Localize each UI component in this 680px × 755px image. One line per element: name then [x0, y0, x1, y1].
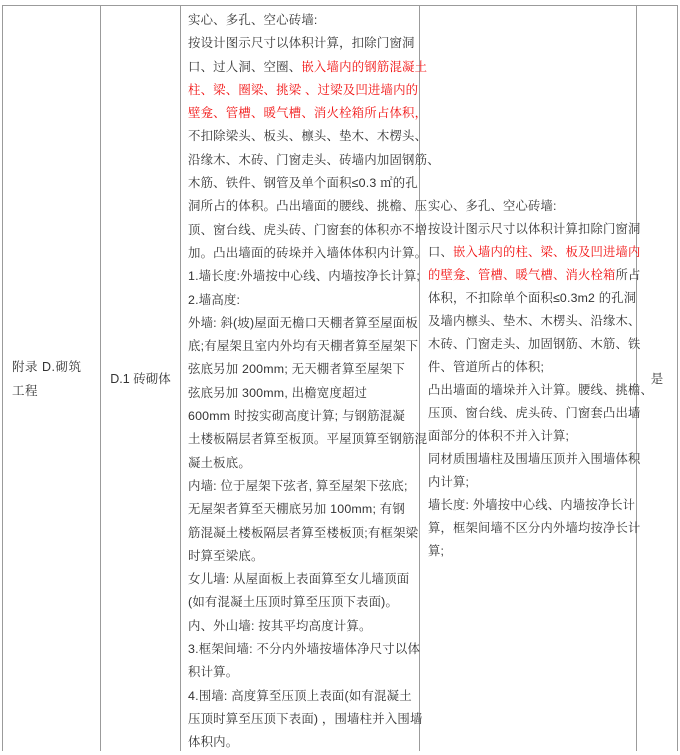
text-line: [428, 425, 630, 448]
masonry-rules-table: [2, 5, 678, 751]
text-line: [188, 32, 413, 55]
text-line: [188, 172, 418, 195]
text-line: [188, 708, 423, 731]
rule-text: 压顶、窗台线、虎头砖、门窗套凸出墙: [428, 405, 641, 420]
text-line: [428, 287, 637, 310]
rule-text: 同材质围墙柱及围墙压顶并入围墙体积: [428, 451, 641, 466]
text-line: [188, 661, 413, 684]
rule-text: 沿缘木、木砖、门窗走头、砖墙内加固钢筋、: [188, 152, 440, 167]
appendix-chapter-label: 附录 D.砌筑工程: [12, 359, 82, 398]
rule-text: 口、过人洞、空圈、: [188, 59, 302, 74]
text-line: [188, 102, 428, 125]
cell-flag: [637, 6, 678, 751]
deduction-highlight-text: 嵌入墙内的钢筋混凝土: [301, 59, 428, 74]
rule-text: 面部分的体积不并入计算;: [428, 428, 570, 443]
text-line: [428, 494, 636, 517]
rule-text: 无屋架者算至天棚底另加 100mm; 有钢: [188, 502, 405, 517]
rule-text: 体积内。: [188, 735, 239, 750]
rule-text: 内、外山墙: 按其平均高度计算。: [188, 618, 372, 633]
text-line: [188, 358, 413, 381]
cell-appendix-chapter: [3, 6, 101, 751]
rule-text: 凸出墙面的墙垛并入计算。腰线、挑檐、: [428, 382, 653, 397]
text-line: [188, 382, 413, 405]
rule-text: 实心、多孔、空心砖墙:: [188, 13, 318, 27]
text-line: [428, 540, 630, 563]
rule-text: 内计算;: [428, 474, 470, 489]
text-line: [188, 685, 413, 708]
rule-text: 体积，不扣除单个面积≤0.3m2 的孔洞: [428, 290, 637, 305]
text-line: [428, 448, 641, 471]
rule-text: 4.围墙: 高度算至压顶上表面(如有混凝土: [188, 688, 412, 703]
rule-text: 口、: [428, 244, 453, 259]
cell-rule-summary: [420, 6, 653, 751]
text-line: [188, 149, 440, 172]
deduction-highlight-text: 的壁龛、管槽、暖气槽、消火栓箱: [428, 267, 616, 282]
rule-text: 弦底另加 200mm; 无天棚者算至屋架下: [188, 362, 405, 377]
rule-text: 实心、多孔、空心砖墙:: [428, 198, 557, 213]
rule-text: 积计算。: [188, 665, 239, 680]
rule-text: 不扣除梁头、板头、檩头、垫木、木楞头、: [188, 129, 428, 144]
text-line: [428, 471, 630, 494]
text-line: [428, 241, 641, 264]
text-line: [188, 545, 413, 568]
rule-text: 内墙: 位于屋架下弦者, 算至屋架下弦底;: [188, 478, 408, 493]
text-line: [428, 402, 641, 425]
text-line: [188, 522, 419, 545]
rule-text: 加。凸出墙面的砖垛并入墙体体积内计算。: [188, 245, 428, 260]
cell-rule-detailed: [181, 6, 440, 751]
rule-text: 木砖、门窗走头、加固钢筋、木筋、铁: [428, 336, 641, 351]
text-line: [188, 498, 413, 521]
text-line: [188, 265, 421, 288]
text-line: [188, 56, 428, 79]
text-line: [428, 195, 630, 218]
rule-text: 按设计图示尺寸以体积计算扣除门窗洞: [428, 221, 641, 236]
text-line: [188, 405, 413, 428]
text-line: [188, 428, 428, 451]
rule-text: 弦底另加 300mm, 出檐宽度超过: [188, 385, 368, 400]
rule-text: 所占: [615, 267, 641, 282]
text-line: [188, 242, 428, 265]
rule-text: 压顶时算至压顶下表面) ，围墙柱并入围墙: [188, 711, 423, 726]
deduction-highlight-text: 柱、梁、圈梁、挑梁 、过梁及凹进墙内的: [188, 82, 419, 97]
text-line: [428, 517, 641, 540]
text-line: [188, 638, 421, 661]
rule-text: 时算至梁底。: [188, 548, 264, 563]
rule-text: (如有混凝土压顶时算至压顶下表面)。: [188, 595, 399, 610]
rule-text: 墙长度: 外墙按中心线、内墙按净长计: [428, 497, 636, 512]
text-line: [188, 452, 413, 475]
text-line: [188, 731, 413, 754]
text-line: [188, 615, 413, 638]
rule-text: 筋混凝土楼板隔层者算至楼板顶;有框架梁: [188, 525, 419, 540]
flag-label: 是: [650, 371, 664, 386]
text-line: [188, 79, 419, 102]
text-line: [188, 335, 419, 358]
section-label: D.1 砖砌体: [110, 371, 171, 386]
rule-text: 木筋、铁件、钢管及单个面积≤0.3 ㎡的孔: [188, 176, 418, 191]
text-line: [188, 195, 428, 218]
rule-text: 1.墙长度:外墙按中心线、内墙按净长计算;: [188, 269, 421, 284]
rule-text: 600mm 时按实砌高度计算; 与钢筋混凝: [188, 409, 405, 424]
text-line: [188, 568, 413, 591]
rule-text: 及墙内檩头、垫木、木楞头、沿缘木、: [428, 313, 641, 328]
rule-text: 女儿墙: 从屋面板上表面算至女儿墙顶面: [188, 572, 410, 587]
text-line: [188, 289, 413, 312]
text-line: [428, 379, 653, 402]
text-line: [188, 475, 413, 498]
rule-text: 凝土板底。: [188, 455, 251, 470]
deduction-highlight-text: 嵌入墙内的柱、梁、板及凹进墙内: [453, 244, 641, 259]
rule-text: 洞所占的体积。凸出墙面的腰线、挑檐、压: [188, 199, 428, 214]
text-line: [428, 333, 641, 356]
rule-text: 算，框架间墙不区分内外墙均按净长计: [428, 520, 641, 535]
rule-text: 土楼板隔层者算至板顶。平屋顶算至钢筋混: [188, 432, 428, 447]
rule-text: 2.墙高度:: [188, 292, 241, 307]
rule-text: 底;有屋架且室内外均有天棚者算至屋架下: [188, 339, 419, 354]
text-line: [428, 310, 641, 333]
text-line: [188, 9, 413, 32]
rule-text: 外墙: 斜(坡)屋面无檐口天棚者算至屋面板: [188, 315, 418, 330]
rule-text: 算;: [428, 543, 445, 558]
text-line: [428, 356, 630, 379]
text-line: [428, 264, 641, 287]
text-line: [188, 312, 418, 335]
text-line: [188, 219, 428, 242]
rule-text: 3.框架间墙: 不分内外墙按墙体净尺寸以体: [188, 642, 421, 657]
text-line: [188, 125, 428, 148]
rule-text: 按设计图示尺寸以体积计算，扣除门窗洞: [188, 36, 415, 51]
rule-text: 件、管道所占的体积;: [428, 359, 545, 374]
rule-text: 顶、窗台线、虎头砖、门窗套的体积亦不增: [188, 222, 428, 237]
deduction-highlight-text: 壁龛、管槽、暖气槽、消火栓箱所占体积，: [188, 106, 428, 121]
cell-section: [101, 6, 181, 751]
text-line: [428, 218, 641, 241]
text-line: [188, 591, 413, 614]
